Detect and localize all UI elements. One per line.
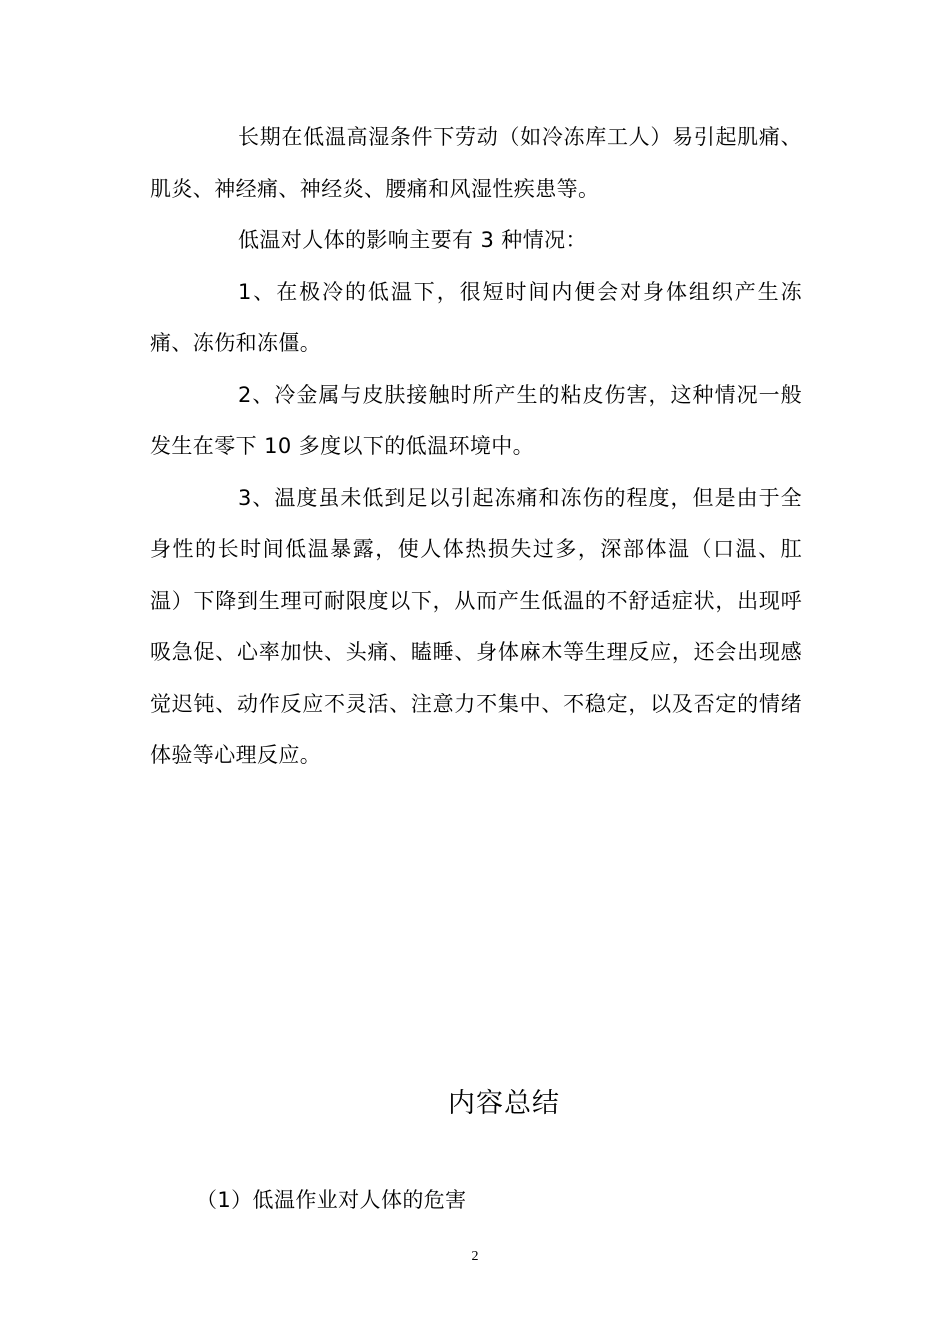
- paragraph-muscle-pain: 长期在低温高湿条件下劳动（如冷冻库工人）易引起肌痛、肌炎、神经痛、神经炎、腰痛和风湿性疾患等。: [150, 125, 802, 201]
- page-number: 2: [471, 1249, 479, 1264]
- paragraph-three-effects-intro: 低温对人体的影响主要有 3 种情况：: [238, 228, 587, 252]
- paragraph-effect-1: 1、在极冷的低温下，很短时间内便会对身体组织产生冻痛、冻伤和冻僵。: [150, 279, 802, 355]
- summary-title: 内容总结: [448, 1088, 560, 1119]
- paragraph-effect-3: 3、温度虽未低到足以引起冻痛和冻伤的程度，但是由于全身性的长时间低温暴露，使人体热损失过多，深部体温（口温、肛温）下降到生理可耐限度以下，从而产生低温的不舒适症状，出现呼吸急促、心率加快、头痛、瞌睡、身体麻木等生理反应，还会出现感觉迟钝、动作反应不灵活、注意力不集中、不稳定，以及否定的情绪体验等心理反应。: [150, 485, 802, 767]
- paragraph-effect-2: 2、冷金属与皮肤接触时所产生的粘皮伤害，这种情况一般发生在零下 10 多度以下的低温环境中。: [150, 382, 802, 458]
- summary-item: （1）低温作业对人体的危害: [196, 1188, 467, 1212]
- body-text: [150, 112, 802, 782]
